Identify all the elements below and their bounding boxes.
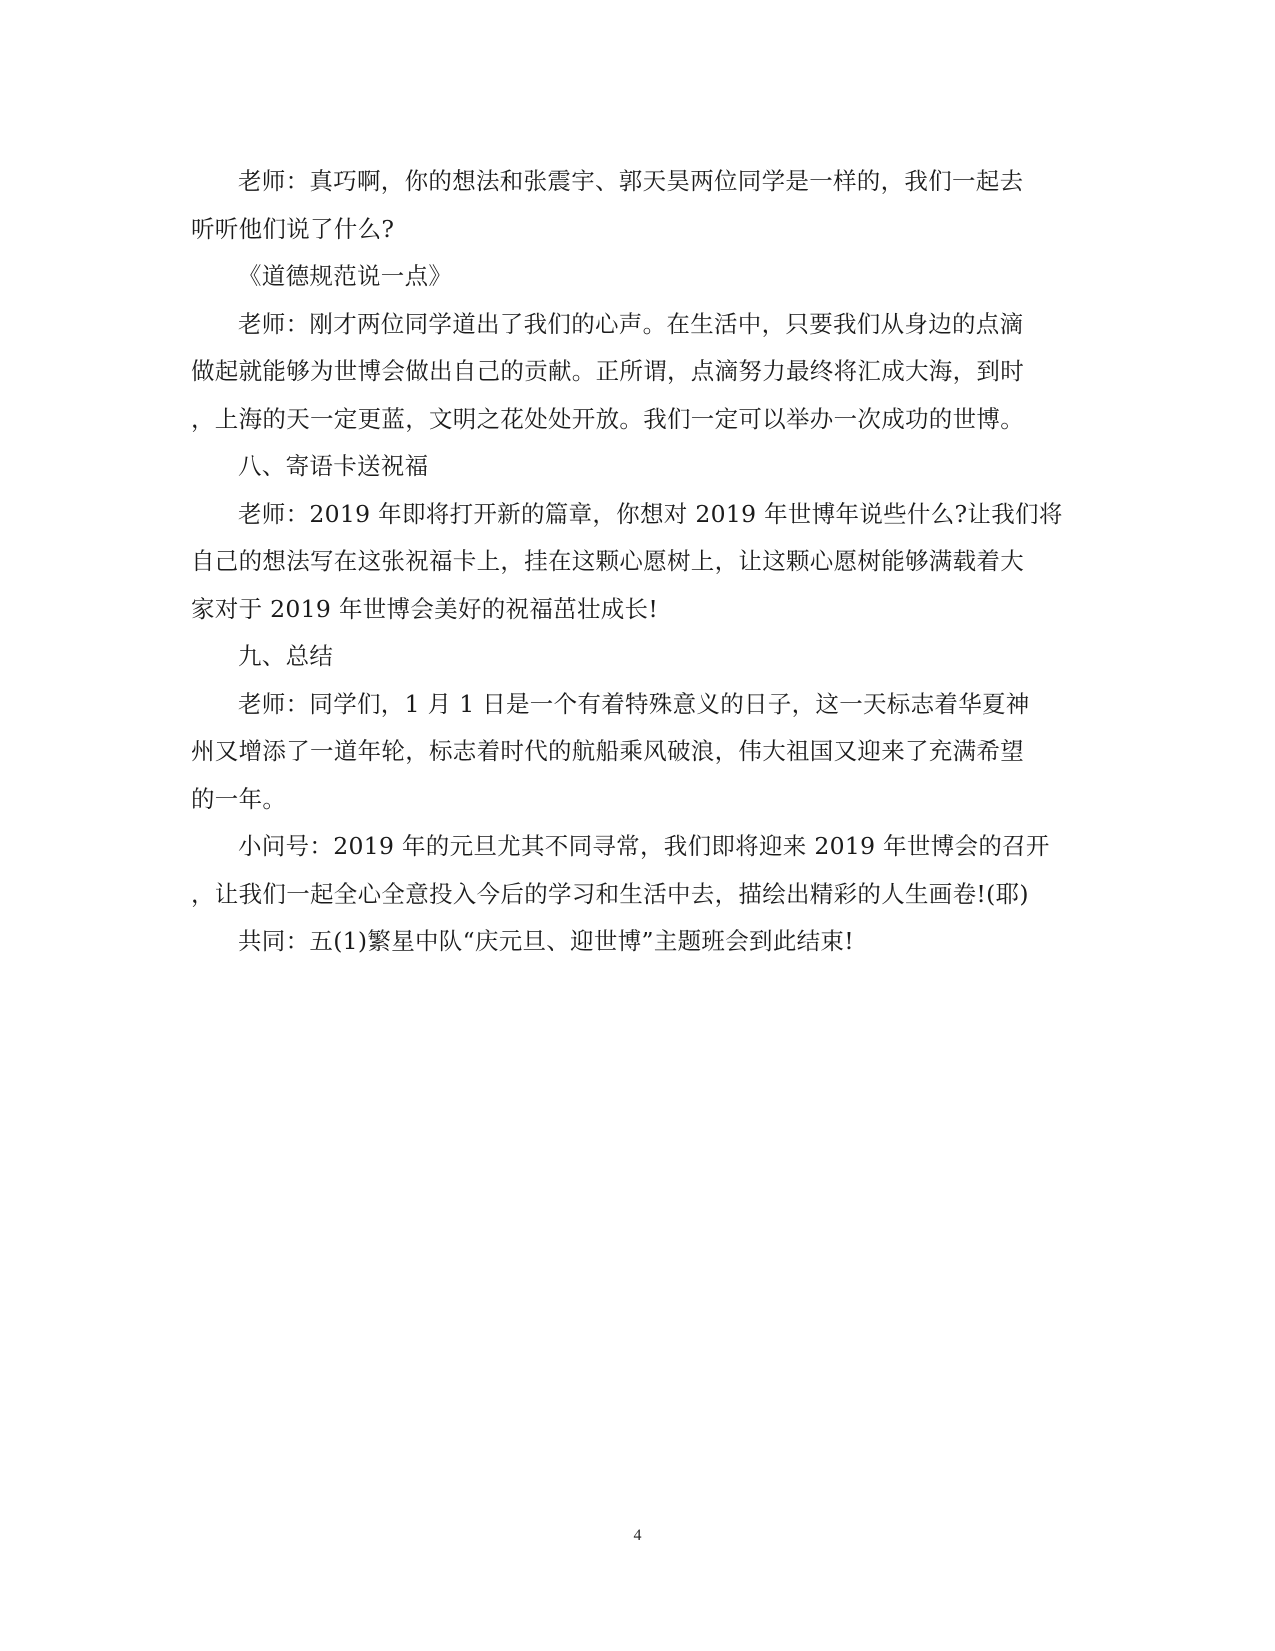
section-heading-9 (191, 633, 1071, 681)
paragraph-teacher-summary (191, 681, 1071, 824)
paragraph-teacher-voice (191, 301, 1071, 444)
text-line: 自己的想法写在这张祝福卡上，挂在这颗心愿树上，让这颗心愿树能够满载着大 (191, 547, 1024, 575)
text-line: 老师：刚才两位同学道出了我们的心声。在生活中，只要我们从身边的点滴 (238, 309, 1024, 338)
text-line: ，让我们一起全心全意投入今后的学习和生活中去，描绘出精彩的人生画卷!(耶) (191, 879, 1029, 908)
text-line: 老师：同学们，1 月 1 日是一个有着特殊意义的日子，这一天标志着华夏神 (238, 689, 1030, 718)
page-number: 4 (633, 1527, 642, 1544)
text-line: 家对于 2019 年世博会美好的祝福茁壮成长! (191, 594, 659, 623)
paragraph-teacher-wishes (191, 491, 1071, 634)
text-line: 听听他们说了什么? (191, 214, 395, 243)
text-line: 共同：五(1)繁星中队“庆元旦、迎世博”主题班会到此结束! (238, 927, 854, 955)
text-line: 老师：真巧啊，你的想法和张震宇、郭天昊两位同学是一样的，我们一起去 (238, 167, 1024, 195)
text-line: 做起就能够为世博会做出自己的贡献。正所谓，点滴努力最终将汇成大海，到时 (191, 357, 1024, 385)
text-line: 的一年。 (191, 784, 287, 813)
section-title-moral-norms (191, 253, 1071, 301)
text-line: 八、寄语卡送祝福 (238, 452, 429, 480)
paragraph-teacher-intro (191, 158, 1071, 253)
paragraph-student-question (191, 823, 1071, 918)
text-line: 老师：2019 年即将打开新的篇章，你想对 2019 年世博年说些什么?让我们将 (238, 499, 1063, 528)
text-line: ，上海的天一定更蓝，文明之花处处开放。我们一定可以举办一次成功的世博。 (191, 404, 1024, 433)
document-body (191, 158, 1071, 966)
section-heading-8 (191, 443, 1071, 491)
paragraph-closing (191, 918, 1071, 966)
text-line: 《道德规范说一点》 (238, 262, 453, 290)
text-line: 州又增添了一道年轮，标志着时代的航船乘风破浪，伟大祖国又迎来了充满希望 (191, 737, 1024, 765)
text-line: 小问号：2019 年的元旦尤其不同寻常，我们即将迎来 2019 年世博会的召开 (238, 832, 1050, 860)
text-line: 九、总结 (238, 642, 334, 670)
